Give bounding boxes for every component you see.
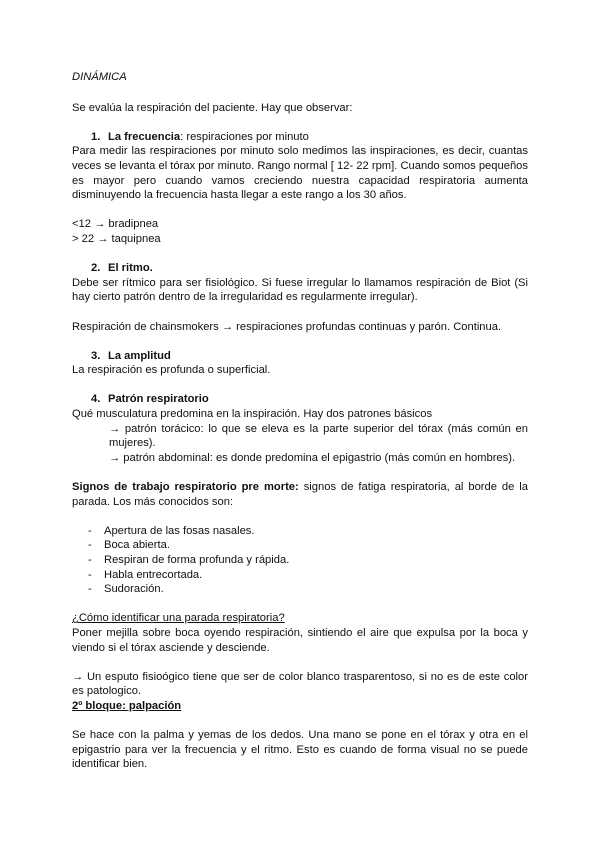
- bradipnea-line: <12 → bradipnea: [72, 218, 159, 231]
- heading-number: 3.: [91, 349, 101, 362]
- patron-paragraph: Qué musculatura predomina en la inspiración. Hay dos patrones básicos: [72, 408, 433, 421]
- heading-text: El ritmo.: [108, 262, 153, 275]
- patron-abdominal: → patrón abdominal: es donde predomina el epigastrio (más común en hombres).: [109, 451, 516, 464]
- patron-toracico: → patrón torácico: lo que se eleva es la parte superior del tórax (más común en mujeres).: [109, 422, 528, 450]
- list-item: - Habla entrecortada.: [88, 568, 528, 583]
- heading-text: La amplitud: [108, 349, 171, 362]
- amplitud-paragraph: La respiración es profunda o superficial.: [72, 364, 271, 377]
- esputo-paragraph: → Un esputo fisioógico tiene que ser de color blanco trasparentoso, si no es de este color es patologico.: [72, 670, 528, 698]
- bloque2-title: 2º bloque: palpación: [72, 699, 182, 712]
- signos-text: signos de fatiga respiratoria, al borde de la parada. Los más conocidos son:: [72, 481, 529, 508]
- heading-number: 4.: [91, 393, 101, 406]
- signos-list: [72, 524, 528, 597]
- frecuencia-paragraph: Para medir las respiraciones por minuto solo medimos las inspiraciones, es decir, cuantas veces se levanta el tórax por minuto. Rango normal [ 12- 22 rpm]. Cuando somos pequeños es mayor pero cuando vamos creciendo nuestra capacidad respiratoria aumenta disminuyendo la frecuencia hasta llegar a este rango a los 30 años.: [72, 145, 528, 202]
- heading-ritmo: [91, 261, 528, 276]
- signos-paragraph: [72, 480, 528, 509]
- heading-suffix: : respiraciones por minuto: [180, 130, 309, 143]
- taquipnea-line: > 22 → taquipnea: [72, 232, 161, 245]
- parada-question: ¿Cómo identificar una parada respiratoria?: [72, 612, 285, 625]
- section-title: DINÁMICA: [72, 71, 127, 83]
- signos-label: Signos de trabajo respiratorio pre morte:: [72, 481, 299, 494]
- ritmo-paragraph: Debe ser rítmico para ser fisiológico. Si fuese irregular lo llamamos respiración de Biot (Si hay cierto patrón dentro de la irregularidad es regularmente irregular).: [72, 276, 528, 304]
- list-item: - Boca abierta.: [88, 538, 528, 553]
- heading-text: Patrón respiratorio: [108, 393, 209, 406]
- heading-patron: [91, 392, 528, 407]
- parada-paragraph: Poner mejilla sobre boca oyendo respiración, sintiendo el aire que expulsa por la boca y viendo si el tórax asciende y desciende.: [72, 626, 528, 654]
- list-item: - Respiran de forma profunda y rápida.: [88, 553, 528, 568]
- heading-frecuencia: [91, 130, 528, 145]
- palpacion-paragraph: Se hace con la palma y yemas de los dedos. Una mano se pone en el tórax y otra en el epigastrio para ver la frecuencia y el ritmo. Esto es cuando de forma visual no se puede identificar bien.: [72, 729, 528, 771]
- chainsmokers-line: Respiración de chainsmokers → respiraciones profundas continuas y parón. Continua.: [72, 320, 502, 333]
- heading-amplitud: [91, 349, 528, 364]
- intro-text: Se evalúa la respiración del paciente. Hay que observar:: [72, 101, 353, 114]
- list-item: - Sudoración.: [88, 582, 528, 597]
- heading-text: La frecuencia: [108, 130, 181, 143]
- heading-number: 2.: [91, 262, 101, 275]
- list-item: - Apertura de las fosas nasales.: [88, 524, 528, 539]
- heading-number: 1.: [91, 130, 101, 143]
